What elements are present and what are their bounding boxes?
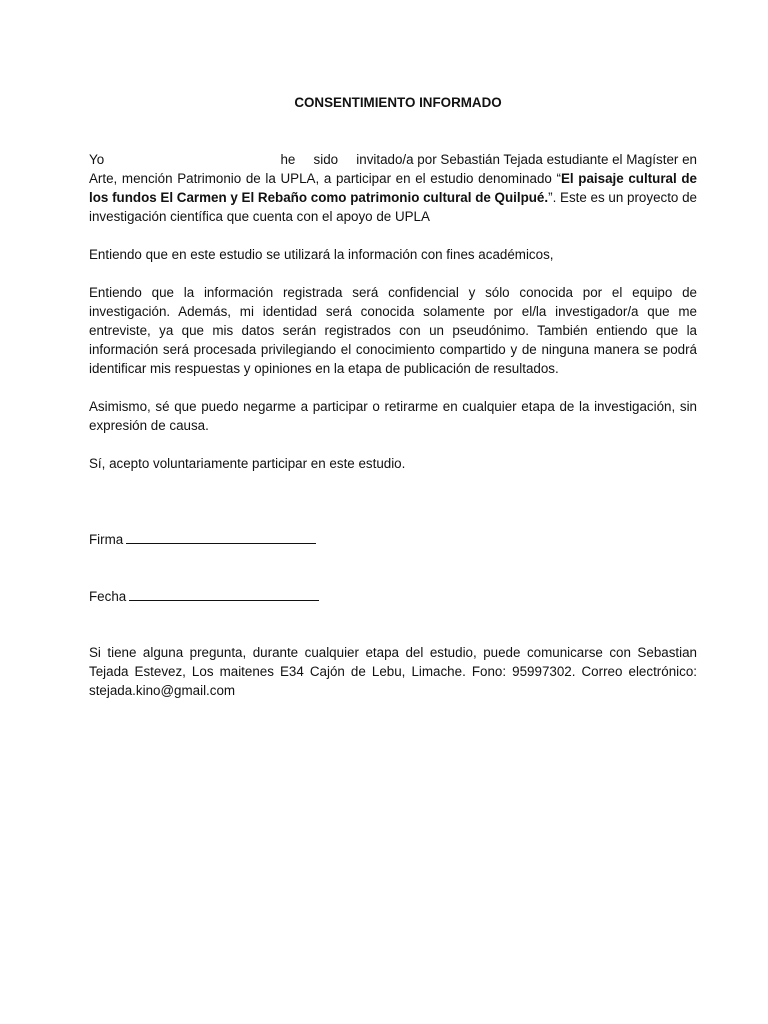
intro-word-he: he — [280, 152, 296, 167]
academic-paragraph: Entiendo que en este estudio se utilizará la información con fines académicos, — [89, 247, 554, 262]
study-title: El paisaje cultural de los fundos El Carmen y El Rebaño como patrimonio cultural de Quilpué. — [89, 171, 697, 205]
date-label: Fecha — [89, 589, 127, 604]
name-blank-space — [122, 150, 262, 169]
intro-word-invitado: invitado/a por Sebastián Tejada estudiante el Magíster en — [356, 152, 697, 167]
signature-label: Firma — [89, 532, 124, 547]
accept-paragraph: Sí, acepto voluntariamente participar en este estudio. — [89, 456, 406, 471]
contact-paragraph: Si tiene alguna pregunta, durante cualquier etapa del estudio, puede comunicarse con Sebastian Tejada Estevez, Los maitenes E34 Cajón de Lebu, Limache. Fono: 95997302. Correo electrónico: stejada.kino@gmail.com — [89, 645, 697, 698]
consent-document — [89, 93, 697, 719]
intro-word-yo: Yo — [89, 152, 105, 167]
intro-paragraph — [89, 150, 697, 226]
intro-word-sido: sido — [313, 152, 339, 167]
intro-rest — [89, 169, 697, 226]
intro-text-before: Arte, mención Patrimonio de la UPLA, a participar en el estudio denominado “ — [89, 171, 561, 186]
intro-first-line — [89, 150, 697, 169]
date-row — [89, 586, 697, 605]
confidentiality-paragraph: Entiendo que la información registrada será confidencial y sólo conocida por el equipo de investigación. Además, mi identidad será conocida solamente por el/la investigador/a que me entreviste, ya que mis datos serán registrados con un pseudónimo. También entiendo que la información será procesada privilegiando el conocimiento compartido y de ninguna manera se podrá identificar mis respuestas y opiniones en la etapa de publicación de resultados. — [89, 285, 697, 376]
date-line[interactable] — [129, 586, 319, 601]
withdraw-paragraph: Asimismo, sé que puedo negarme a participar o retirarme en cualquier etapa de la investigación, sin expresión de causa. — [89, 399, 697, 433]
document-title: CONSENTIMIENTO INFORMADO — [294, 95, 502, 110]
signature-row — [89, 529, 697, 548]
signature-line[interactable] — [126, 529, 316, 544]
intro-text-after: ”. Este es un proyecto de investigación científica que cuenta con el apoyo de UPLA — [89, 190, 697, 224]
